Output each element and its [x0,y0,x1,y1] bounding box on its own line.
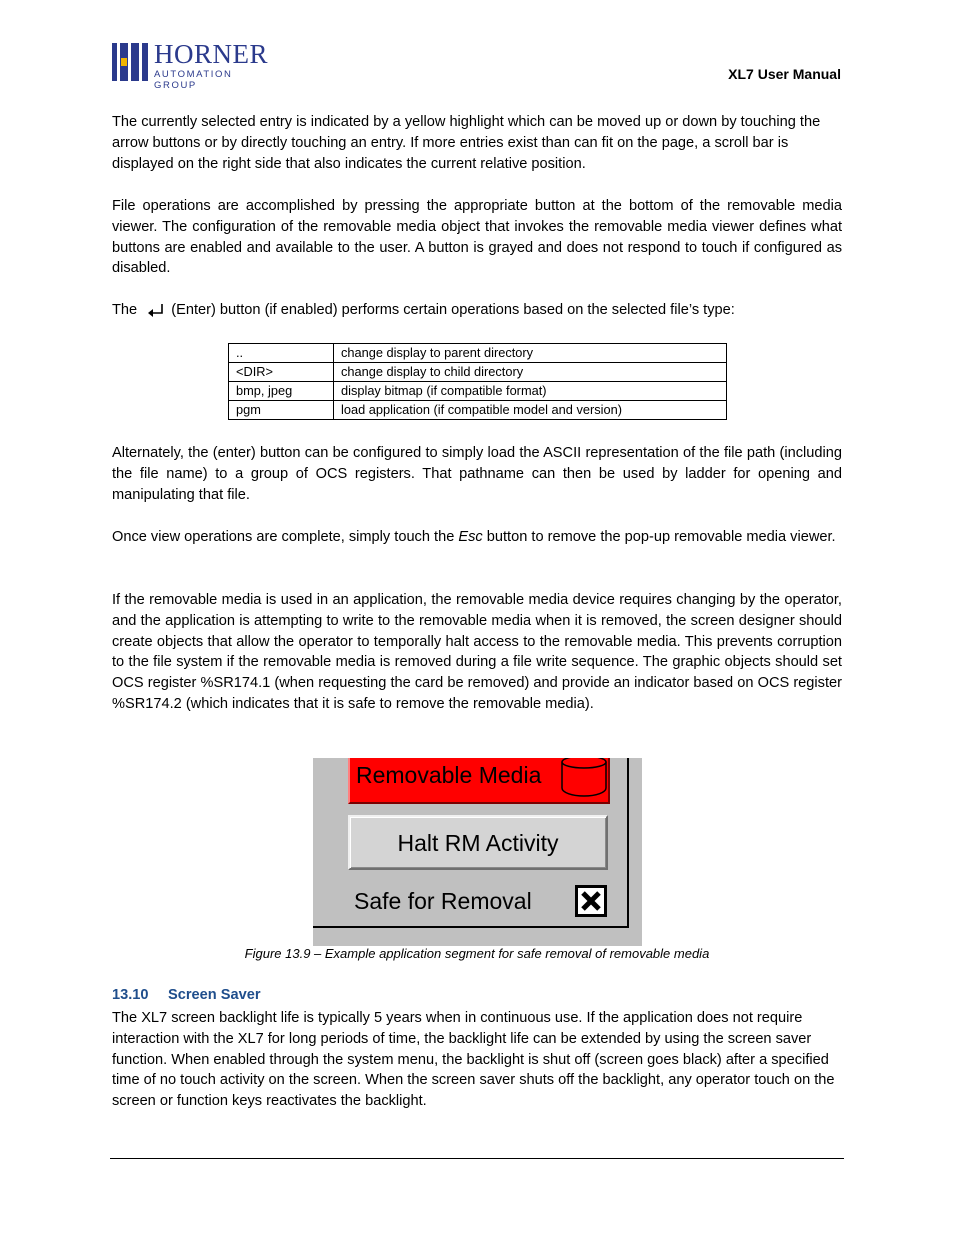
table-cell-type: .. [229,344,334,363]
safe-checkbox-x-icon [575,885,607,917]
logo-subtitle: AUTOMATION GROUP [154,69,233,91]
file-type-table [228,343,727,420]
paragraph-screen-saver: The XL7 screen backlight life is typically 5 years when in continuous use. If the application does not require interaction with the XL7 for long periods of time, the backlight life can be extended by using the screen saver function. When enabled through the system menu, the backlight is shut off (screen goes black) after a specified time of no touch activity on the screen. When the screen saver shuts off the backlight, any operator touch on the screen or function keys reactivates the backlight. [112,1010,835,1110]
table-row [229,401,727,420]
safe-for-removal-label: Safe for Removal [354,888,532,914]
table-cell-type: bmp, jpeg [229,382,334,401]
figure-safe-removal [313,758,642,946]
esc-keyword: Esc [458,529,483,545]
paragraph-alternate-enter: Alternately, the (enter) button can be configured to simply load the ASCII representation of the file path (including the file name) to a group of OCS registers. That pathname can then be used by ladder for opening and manipulating that file. [112,445,842,503]
paragraph-safe-removal: If the removable media is used in an application, the removable media device requires changing by the operator, and the application is attempting to write to the removable media when it is removed, the screen designer should create objects that allow the operator to temporally halt access to the removable media. This prevents corruption to the file system if the removable media is removed during a file write sequence. The graphic objects should set OCS register %SR174.1 (when requesting the card be removed) and provide an indicator based on OCS register %SR174.2 (which indicates that it is safe to remove the removable media). [112,592,842,712]
table-cell-action: change display to child directory [334,363,727,382]
table-cell-action: change display to parent directory [334,344,727,363]
enter-key-icon [147,303,165,317]
section-number: 13.10 [112,987,149,1003]
halt-rm-activity-button[interactable] [348,815,608,870]
horner-logo [112,39,277,91]
paragraph-enter-button [112,300,735,321]
enter-text-prefix: The [112,302,138,318]
removable-media-indicator [348,758,610,804]
esc-text-before: Once view operations are complete, simply touch the [112,529,455,545]
section-heading [112,987,261,1003]
footer-divider [110,1158,844,1159]
manual-title: XL7 User Manual [728,66,841,82]
paragraph-file-operations: File operations are accomplished by pressing the appropriate button at the bottom of the removable media viewer. The configuration of the removable media object that invokes the removable media viewer defines what buttons are enabled and available to the user. A button is grayed and does not respond to touch if configured as disabled. [112,198,842,277]
table-cell-action: load application (if compatible model and version) [334,401,727,420]
enter-text-suffix: (Enter) button (if enabled) performs certain operations based on the selected file’s type: [171,302,735,318]
table-row [229,344,727,363]
media-cylinder-icon [560,758,608,800]
table-cell-type: <DIR> [229,363,334,382]
table-cell-action: display bitmap (if compatible format) [334,382,727,401]
figure-caption: Figure 13.9 – Example application segment for safe removal of removable media [244,946,710,961]
halt-button-label: Halt RM Activity [397,830,559,856]
table-cell-type: pgm [229,401,334,420]
table-row [229,382,727,401]
paragraph-esc [112,527,842,548]
table-row [229,363,727,382]
logo-wordmark: HORNER [154,39,269,69]
section-title: Screen Saver [168,987,261,1003]
esc-text-after: button to remove the pop-up removable media viewer. [486,529,836,545]
horner-logo-icon [112,43,148,81]
paragraph-selection: The currently selected entry is indicated by a yellow highlight which can be moved up or down by touching the arrow buttons or by directly touching an entry. If more entries exist than can fit on the page, a scroll bar is displayed on the right side that also indicates the current relative position. [112,114,821,172]
removable-media-label: Removable Media [356,762,542,788]
